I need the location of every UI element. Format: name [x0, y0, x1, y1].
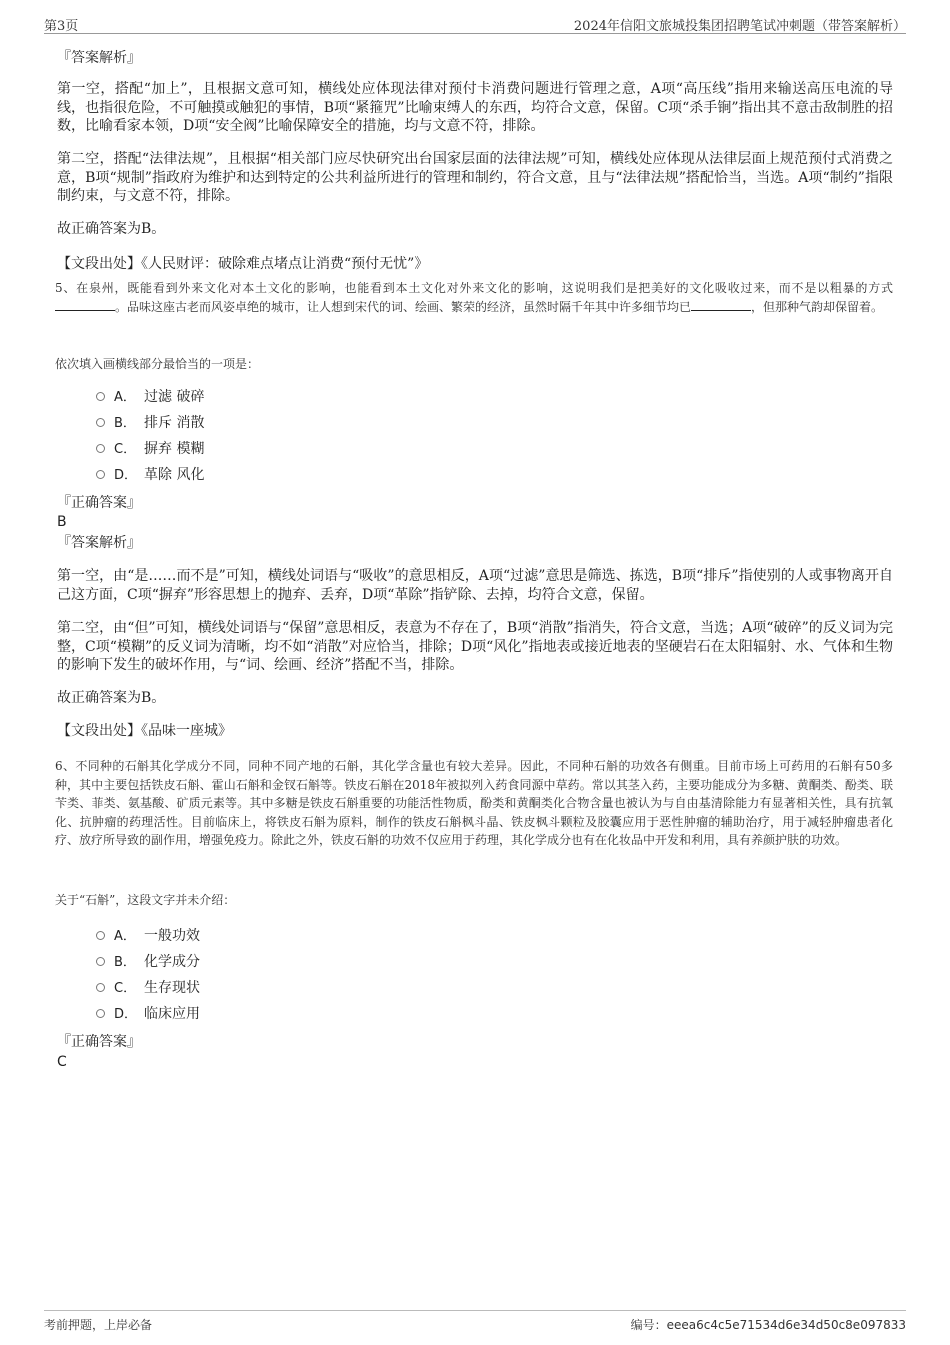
page-footer [44, 1310, 906, 1335]
q5-correct-label: 『正确答案』 [57, 495, 141, 511]
q5-option-a[interactable] [96, 386, 204, 408]
option-text: 化学成分 [144, 954, 200, 970]
q4-analysis-para2: 第二空，搭配“法律法规”，且根据“相关部门应尽快研究出台国家层面的法律法规”可知，横线处应体现从法律层面上规范预付式消费之意，B项“规制”指政府为维护和达到特定的公共利益所进行的管理和制约，符合文意，且与“法律法规”搭配恰当，当选。A项“制约”指限制约束，与文意不符，排除。 [57, 151, 893, 204]
q5-correct-answer: B [57, 514, 67, 530]
q5-blank-2 [691, 298, 751, 311]
option-text: 生存现状 [144, 980, 200, 996]
option-letter: A． [114, 929, 136, 944]
footer-code: eeea6c4c5e71534d6e34d50c8e097833 [666, 1318, 906, 1332]
q5-prompt: 依次填入画横线部分最恰当的一项是： [55, 357, 260, 371]
radio-icon[interactable] [96, 470, 105, 479]
q6-correct-label: 『正确答案』 [57, 1034, 141, 1050]
q5-analysis-label: 『答案解析』 [57, 535, 141, 551]
radio-icon[interactable] [96, 418, 105, 427]
q6-option-d[interactable] [96, 1003, 200, 1025]
q5-option-c[interactable] [96, 438, 204, 460]
option-letter: D． [114, 468, 138, 483]
footer-slogan: 考前押题，上岸必备 [44, 1318, 153, 1332]
radio-icon[interactable] [96, 931, 105, 940]
q4-analysis-para1: 第一空，搭配“加上”，且根据文意可知，横线处应体现法律对预付卡消费问题进行管理之意，A项“高压线”指用来输送高压电流的导线，也指很危险，不可触摸或触犯的事情，B项“紧箍咒”比喻束缚人的东西，均符合文意，保留。C项“杀手锏”指出其不意击敌制胜的招数，比喻看家本领，D项“安全阀”比喻保障安全的措施，均与文意不符，排除。 [57, 81, 893, 134]
option-text: 过滤 破碎 [144, 389, 205, 405]
q4-source: 【文段出处】《人民财评：破除难点堵点让消费“预付无忧”》 [57, 256, 429, 272]
page-number: 第3页 [44, 19, 79, 34]
q5-source: 【文段出处】《品味一座城》 [57, 723, 232, 739]
q6-option-b[interactable] [96, 951, 200, 973]
q5-stem [55, 279, 893, 316]
q5-stem-part1: 5、在泉州，既能看到外来文化对本土文化的影响，也能看到本土文化对外来文化的影响，这说明我们是把美好的文化吸收过来，而不是以粗暴的方式 [55, 281, 893, 295]
q5-conclusion: 故正确答案为B。 [57, 690, 166, 706]
radio-icon[interactable] [96, 392, 105, 401]
q6-prompt: 关于“石斛”，这段文字并未介绍： [55, 893, 236, 907]
option-text: 革除 风化 [144, 467, 205, 483]
footer-code-group [631, 1316, 906, 1333]
q5-analysis-para2: 第二空，由“但”可知，横线处词语与“保留”意思相反，表意为不存在了，B项“消散”指消失，符合文意，当选；A项“破碎”的反义词为完整，C项“模糊”的反义词为清晰，均不如“消散”对应恰当，排除；D项“风化”指地表或接近地表的坚硬岩石在太阳辐射、水、气体和生物的影响下发生的破坏作用，与“词、绘画、经济”搭配不当，排除。 [57, 620, 893, 673]
option-letter: C． [114, 981, 137, 996]
option-letter: A． [114, 390, 136, 405]
q5-blank-1 [55, 298, 115, 311]
q4-conclusion: 故正确答案为B。 [57, 221, 166, 237]
q5-analysis-para1: 第一空，由“是……而不是”可知，横线处词语与“吸收”的意思相反，A项“过滤”意思是筛选、拣选，B项“排斥”指使别的人或事物离开自己这方面，C项“摒弃”形容思想上的抛弃、丢弃，D项“革除”指铲除、去掉，均符合文意，保留。 [57, 568, 893, 603]
q5-stem-part2: 。品味这座古老而风姿卓绝的城市，让人想到宋代的词、绘画、繁荣的经济，虽然时隔千年其中许多细节均已 [115, 299, 692, 314]
q4-analysis-label: 『答案解析』 [57, 50, 141, 66]
option-letter: B． [114, 955, 136, 970]
q5-option-d[interactable] [96, 464, 204, 486]
option-text: 摒弃 模糊 [144, 441, 205, 457]
option-letter: D． [114, 1007, 138, 1022]
radio-icon[interactable] [96, 444, 105, 453]
q5-stem-part3: ，但那种气韵却保留着。 [751, 299, 884, 314]
footer-code-label: 编号： [630, 1318, 667, 1332]
option-text: 临床应用 [144, 1006, 200, 1022]
q5-option-b[interactable] [96, 412, 204, 434]
radio-icon[interactable] [96, 983, 105, 992]
option-text: 一般功效 [144, 928, 200, 944]
q6-option-c[interactable] [96, 977, 200, 999]
q6-correct-answer: C [57, 1054, 67, 1070]
radio-icon[interactable] [96, 957, 105, 966]
q6-stem: 6、不同种的石斛其化学成分不同，同种不同产地的石斛，其化学含量也有较大差异。因此，不同种石斛的功效各有侧重。目前市场上可药用的石斛有50多种，其中主要包括铁皮石斛、霍山石斛和金钗石斛等。铁皮石斛在2018年被拟列入药食同源中草药。常以其茎入药，主要功能成分为多糖、黄酮类、酚类、联苄类、菲类、氨基酸、矿质元素等。其中多糖是铁皮石斛重要的功能活性物质，酚类和黄酮类化合物含量也被认为与自由基清除能力有显著相关性，具有抗氧化、抗肿瘤的药理活性。目前临床上，将铁皮石斛为原料，制作的铁皮石斛枫斗晶、铁皮枫斗颗粒及胶囊应用于恶性肿瘤的辅助治疗，用于减轻肿瘤患者化疗、放疗所导致的副作用，增强免疫力。除此之外，铁皮石斛的功效不仅应用于药理，其化学成分也有在化妆品中开发和利用，具有养颜护肤的功效。 [55, 759, 893, 847]
option-letter: C． [114, 442, 137, 457]
option-text: 排斥 消散 [144, 415, 205, 431]
q6-option-a[interactable] [96, 925, 200, 947]
page-header [44, 13, 906, 34]
radio-icon[interactable] [96, 1009, 105, 1018]
document-title: 2024年信阳文旅城投集团招聘笔试冲刺题（带答案解析） [573, 19, 906, 34]
option-letter: B． [114, 416, 136, 431]
